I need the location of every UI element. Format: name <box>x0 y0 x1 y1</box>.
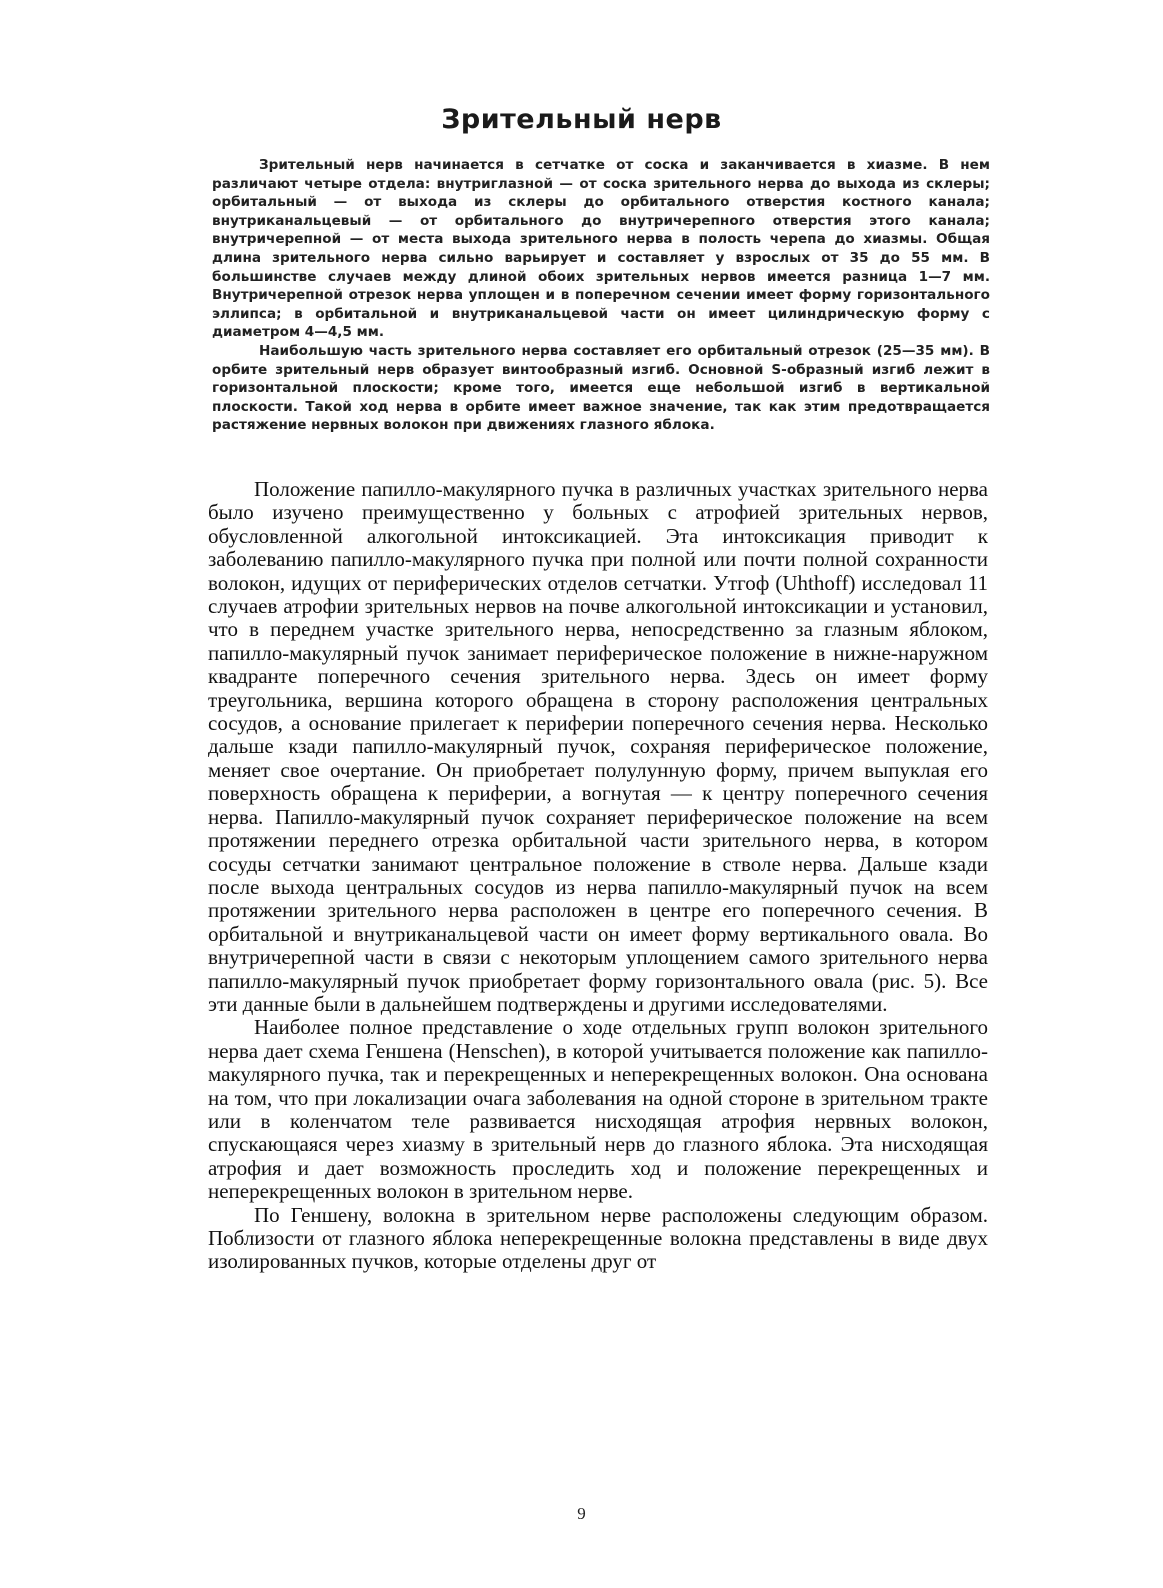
body-paragraph: Наиболее полное представление о ходе отдельных групп волокон зрительного нерва дает схема Геншена (Henschen), в которой учитывается положение как папилло-макулярного пучка, так и перекрещенных и неперекрещенных волокон. Она основана на том, что при локализации очага заболевания на одной стороне в зрительном тракте или в коленчатом теле развивается нисходящая атрофия нервных волокон, спускающаяся через хиазму в зрительный нерв до глазного яблока. Эта нисходящая атрофия и дает возможность проследить ход и положение перекрещенных и неперекрещенных волокон в зрительном нерве. <box>208 1015 988 1204</box>
intro-paragraph: Наибольшую часть зрительного нерва составляет его орбитальный отрезок (25—35 мм). В орбите зрительный нерв образует винтообразный изгиб. Основной S-образный изгиб лежит в горизонтальной плоскости; кроме того, имеется еще небольшой изгиб в вертикальной плоскости. Такой ход нерва в орбите имеет важное значение, так как этим предотвращается растяжение нервных волокон при движениях глазного яблока. <box>212 342 990 434</box>
body-paragraph: По Геншену, волокна в зрительном нерве расположены следующим образом. Поблизости от глазного яблока неперекрещенные волокна представлены в виде двух изолированных пучков, которые отделены друг от <box>208 1202 988 1274</box>
intro-section <box>212 156 990 435</box>
body-section <box>208 478 988 1274</box>
body-paragraph: Положение папилло-макулярного пучка в различных участках зрительного нерва было изучено преимущественно у больных с атрофией зрительных нервов, обусловленной алкогольной интоксикацией. Эта интоксикация приводит к заболеванию папилло-макулярного пучка при полной или почти полной сохранности волокон, идущих от периферических отделов сетчатки. Утгоф (Uhthoff) исследовал 11 случаев атрофии зрительных нервов на почве алкогольной интоксикации и установил, что в переднем участке зрительного нерва, непосредственно за глазным яблоком, папилло-макулярный пучок занимает периферическое положение в нижне-наружном квадранте поперечного сечения зрительного нерва. Здесь он имеет форму треугольника, вершина которого обращена в сторону расположения центральных сосудов, а основание прилегает к периферии поперечного сечения нерва. Несколько дальше кзади папилло-макулярный пучок, сохраняя периферическое положение, меняет свое очертание. Он приобретает полулунную форму, причем выпуклая его поверхность обращена к периферии, а вогнутая — к центру поперечного сечения нерва. Папилло-макулярный пучок сохраняет периферическое положение на всем протяжении переднего отрезка орбитальной части зрительного нерва, в котором сосуды сетчатки занимают центральное положение в стволе нерва. Дальше кзади после выхода центральных сосудов из нерва папилло-макулярный пучок на всем протяжении зрительного нерва расположен в центре его поперечного сечения. В орбитальной и внутриканальцевой части он имеет форму вертикального овала. Во внутричерепной части в связи с некоторым уплощением самого зрительного нерва папилло-макулярный пучок приобретает форму горизонтального овала (рис. 5). Все эти данные были в дальнейшем подтверждены и другими исследователями. <box>208 477 988 1016</box>
page-title: Зрительный нерв <box>441 104 722 135</box>
intro-paragraph: Зрительный нерв начинается в сетчатке от соска и заканчивается в хиазме. В нем различают четыре отдела: внутриглазной — от соска зрительного нерва до выхода из склеры; орбитальный — от выхода из склеры до орбитального отверстия костного канала; внутриканальцевый — от орбитального до внутричерепного отверстия этого канала; внутричерепной — от места выхода зрительного нерва в полость черепа до хиазмы. Общая длина зрительного нерва сильно варьирует и составляет у взрослых от 35 до 55 мм. В большинстве случаев между длиной обоих зрительных нервов имеется разница 1—7 мм. Внутричерепной отрезок нерва уплощен и в поперечном сечении имеет форму горизонтального эллипса; в орбитальной и внутриканальцевой части он имеет цилиндрическую форму с диаметром 4—4,5 мм. <box>212 157 990 341</box>
page-number: 9 <box>577 1504 586 1523</box>
